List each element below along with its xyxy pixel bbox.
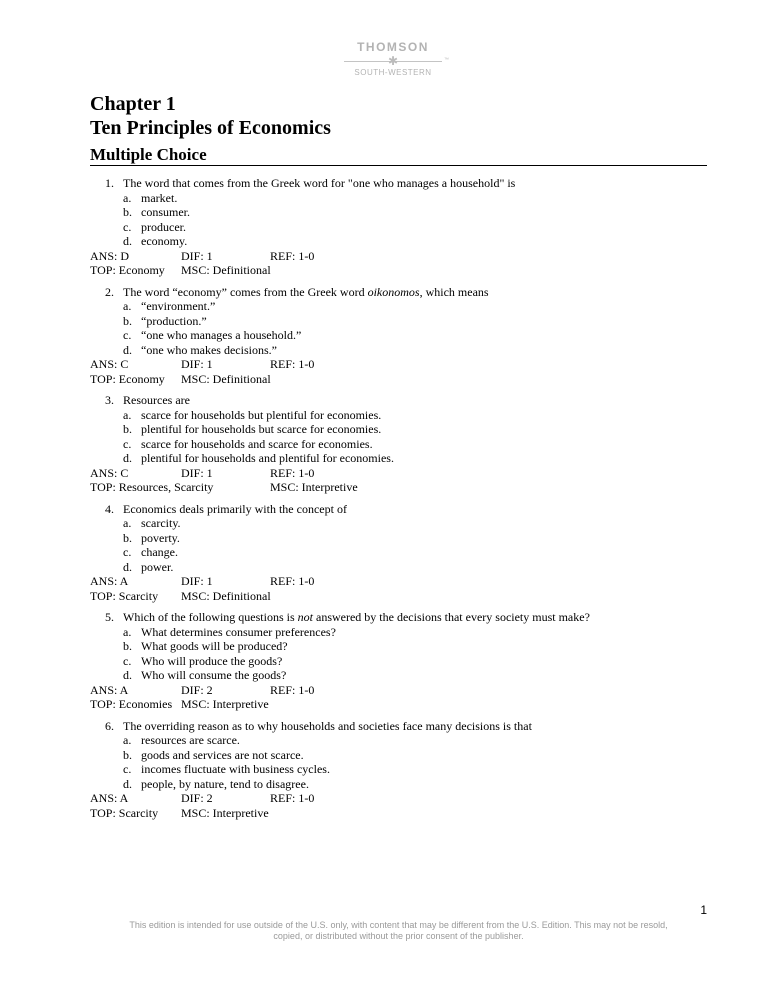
reference-label: REF: 1-0 <box>270 682 315 697</box>
topic-label: TOP: Scarcity <box>90 588 159 603</box>
footer-line-2: copied, or distributed without the prior consent of the publisher. <box>273 931 524 941</box>
choice-text: “environment.” <box>141 299 216 313</box>
question-stem <box>90 285 707 300</box>
topic-row <box>90 480 707 495</box>
answer-key-row <box>90 683 707 698</box>
skill-label: MSC: Definitional <box>181 371 271 386</box>
choice-letter: b. <box>123 205 132 219</box>
skill-label: MSC: Definitional <box>181 263 271 277</box>
answer-key-row <box>90 791 707 806</box>
choice-text: incomes fluctuate with business cycles. <box>141 762 330 776</box>
choice-letter: b. <box>123 747 132 762</box>
publisher-logo <box>330 40 456 82</box>
answer-choice <box>90 205 707 220</box>
question-item <box>90 502 707 604</box>
logo-sub-text: SOUTH-WESTERN <box>354 68 432 77</box>
stem-text: Economics deals primarily with the concept of <box>123 501 347 516</box>
choice-text: plentiful for households and plentiful for economies. <box>141 451 394 465</box>
stem-text: Which of the following questions is <box>123 610 298 624</box>
chapter-name: Ten Principles of Economics <box>90 117 331 139</box>
choice-text: market. <box>141 190 178 205</box>
topic-row <box>90 372 707 387</box>
question-number: 4. <box>105 501 114 516</box>
stem-text-end: , which means <box>419 284 489 299</box>
topic-row <box>90 697 707 712</box>
answer-choice <box>90 668 707 683</box>
choice-text: scarce for households and scarce for economies. <box>141 436 373 451</box>
choice-text: plentiful for households but scarce for economies. <box>141 422 382 436</box>
stem-text: The word “economy” comes from the Greek word <box>123 284 368 299</box>
choice-letter: c. <box>123 545 132 559</box>
topic-label: TOP: Economies <box>90 697 173 711</box>
stem-text: The word that comes from the Greek word for "one who manages a household" is <box>123 176 516 190</box>
answer-key-row <box>90 249 707 264</box>
difficulty-label: DIF: 1 <box>181 357 213 371</box>
question-number: 2. <box>105 284 114 299</box>
question-item <box>90 176 707 278</box>
answer-label: ANS: C <box>90 357 129 371</box>
answer-choice <box>90 777 707 792</box>
choice-letter: c. <box>123 219 132 234</box>
choice-text: poverty. <box>141 530 180 545</box>
logo-trademark: ™ <box>444 57 449 63</box>
reference-label: REF: 1-0 <box>270 357 315 371</box>
answer-key-row <box>90 357 707 372</box>
choice-letter: b. <box>123 530 132 545</box>
question-stem <box>90 393 707 408</box>
logo-brand-text: THOMSON <box>357 40 429 54</box>
answer-choice <box>90 437 707 452</box>
difficulty-label: DIF: 2 <box>181 682 213 697</box>
logo-star-icon: ✱ <box>387 54 399 68</box>
choice-letter: d. <box>123 342 132 357</box>
answer-choice <box>90 516 707 531</box>
choice-text: scarcity. <box>141 516 181 530</box>
footer-line-1: This edition is intended for use outside of the U.S. only, with content that may be different from the U.S. Edition. This may not be resold, <box>129 920 668 930</box>
answer-choice <box>90 639 707 654</box>
question-stem <box>90 719 707 734</box>
choice-text: “production.” <box>141 313 207 328</box>
page-number: 1 <box>700 903 707 917</box>
answer-choice <box>90 343 707 358</box>
reference-label: REF: 1-0 <box>270 465 315 480</box>
question-number: 3. <box>105 393 114 407</box>
stem-text: Resources are <box>123 393 190 407</box>
choice-letter: d. <box>123 234 132 248</box>
copyright-footer <box>90 920 707 942</box>
choice-text: What goods will be produced? <box>141 639 288 653</box>
question-item <box>90 285 707 387</box>
choice-text: What determines consumer preferences? <box>141 624 336 639</box>
answer-choice <box>90 451 707 466</box>
answer-choice <box>90 299 707 314</box>
topic-label: TOP: Economy <box>90 263 165 277</box>
choice-text: power. <box>141 559 174 574</box>
question-stem <box>90 610 707 625</box>
choice-text: “one who manages a household.” <box>141 328 302 342</box>
choice-letter: d. <box>123 776 132 791</box>
question-stem <box>90 502 707 517</box>
choice-letter: a. <box>123 299 132 313</box>
answer-choice <box>90 654 707 669</box>
stem-emphasis: not <box>297 610 313 624</box>
choice-letter: c. <box>123 762 132 776</box>
choice-text: producer. <box>141 219 186 234</box>
question-number: 6. <box>105 718 114 733</box>
topic-row <box>90 263 707 278</box>
answer-choice <box>90 560 707 575</box>
answer-choice <box>90 545 707 560</box>
choice-letter: a. <box>123 407 132 422</box>
difficulty-label: DIF: 1 <box>181 465 213 480</box>
answer-choice <box>90 220 707 235</box>
answer-label: ANS: A <box>90 574 129 588</box>
answer-choice <box>90 314 707 329</box>
answer-choice <box>90 625 707 640</box>
question-number: 1. <box>105 176 114 190</box>
answer-key-row <box>90 574 707 589</box>
answer-choice <box>90 408 707 423</box>
choice-text: economy. <box>141 234 188 248</box>
choice-text: Who will produce the goods? <box>141 653 283 668</box>
answer-choice <box>90 748 707 763</box>
choice-letter: c. <box>123 436 132 451</box>
skill-label: MSC: Interpretive <box>270 480 358 494</box>
section-divider <box>90 165 707 166</box>
question-number: 5. <box>105 610 114 624</box>
skill-label: MSC: Definitional <box>181 588 271 603</box>
choice-text: Who will consume the goods? <box>141 668 287 682</box>
difficulty-label: DIF: 1 <box>181 248 213 263</box>
answer-choice <box>90 234 707 249</box>
difficulty-label: DIF: 2 <box>181 791 213 805</box>
topic-label: TOP: Scarcity <box>90 805 159 820</box>
choice-text: “one who makes decisions.” <box>141 342 277 357</box>
choice-text: people, by nature, tend to disagree. <box>141 776 309 791</box>
topic-label: TOP: Economy <box>90 371 165 386</box>
reference-label: REF: 1-0 <box>270 791 315 805</box>
choice-text: consumer. <box>141 205 190 219</box>
answer-choice <box>90 191 707 206</box>
answer-choice <box>90 531 707 546</box>
question-item <box>90 610 707 712</box>
answer-label: ANS: A <box>90 791 129 805</box>
answer-label: ANS: A <box>90 682 129 697</box>
skill-label: MSC: Interpretive <box>181 805 269 820</box>
answer-label: ANS: C <box>90 465 129 480</box>
stem-text: The overriding reason as to why households and societies face many decisions is that <box>123 718 532 733</box>
answer-choice <box>90 422 707 437</box>
section-heading: Multiple Choice <box>90 145 207 164</box>
topic-label: TOP: Resources, Scarcity <box>90 480 214 494</box>
choice-letter: b. <box>123 639 132 653</box>
chapter-title <box>90 92 331 140</box>
choice-letter: a. <box>123 733 132 747</box>
answer-label: ANS: D <box>90 248 130 263</box>
answer-choice <box>90 762 707 777</box>
choice-letter: c. <box>123 653 132 668</box>
choice-letter: d. <box>123 559 132 574</box>
reference-label: REF: 1-0 <box>270 248 315 263</box>
choice-letter: c. <box>123 328 132 342</box>
question-stem <box>90 176 707 191</box>
choice-text: goods and services are not scarce. <box>141 747 304 762</box>
choice-letter: a. <box>123 624 132 639</box>
choice-letter: b. <box>123 313 132 328</box>
choice-letter: b. <box>123 422 132 436</box>
stem-text-end: answered by the decisions that every society must make? <box>313 610 590 624</box>
topic-row <box>90 589 707 604</box>
question-list <box>90 176 707 827</box>
choice-letter: d. <box>123 451 132 465</box>
skill-label: MSC: Interpretive <box>181 697 269 711</box>
answer-key-row <box>90 466 707 481</box>
question-item <box>90 393 707 495</box>
choice-letter: a. <box>123 190 132 205</box>
reference-label: REF: 1-0 <box>270 574 315 588</box>
choice-text: change. <box>141 545 178 559</box>
choice-letter: a. <box>123 516 132 530</box>
topic-row <box>90 806 707 821</box>
choice-letter: d. <box>123 668 132 682</box>
choice-text: scarce for households but plentiful for economies. <box>141 407 382 422</box>
answer-choice <box>90 328 707 343</box>
question-item <box>90 719 707 821</box>
answer-choice <box>90 733 707 748</box>
difficulty-label: DIF: 1 <box>181 574 213 588</box>
stem-emphasis: oikonomos <box>367 284 420 299</box>
choice-text: resources are scarce. <box>141 733 240 747</box>
chapter-label: Chapter 1 <box>90 93 176 115</box>
